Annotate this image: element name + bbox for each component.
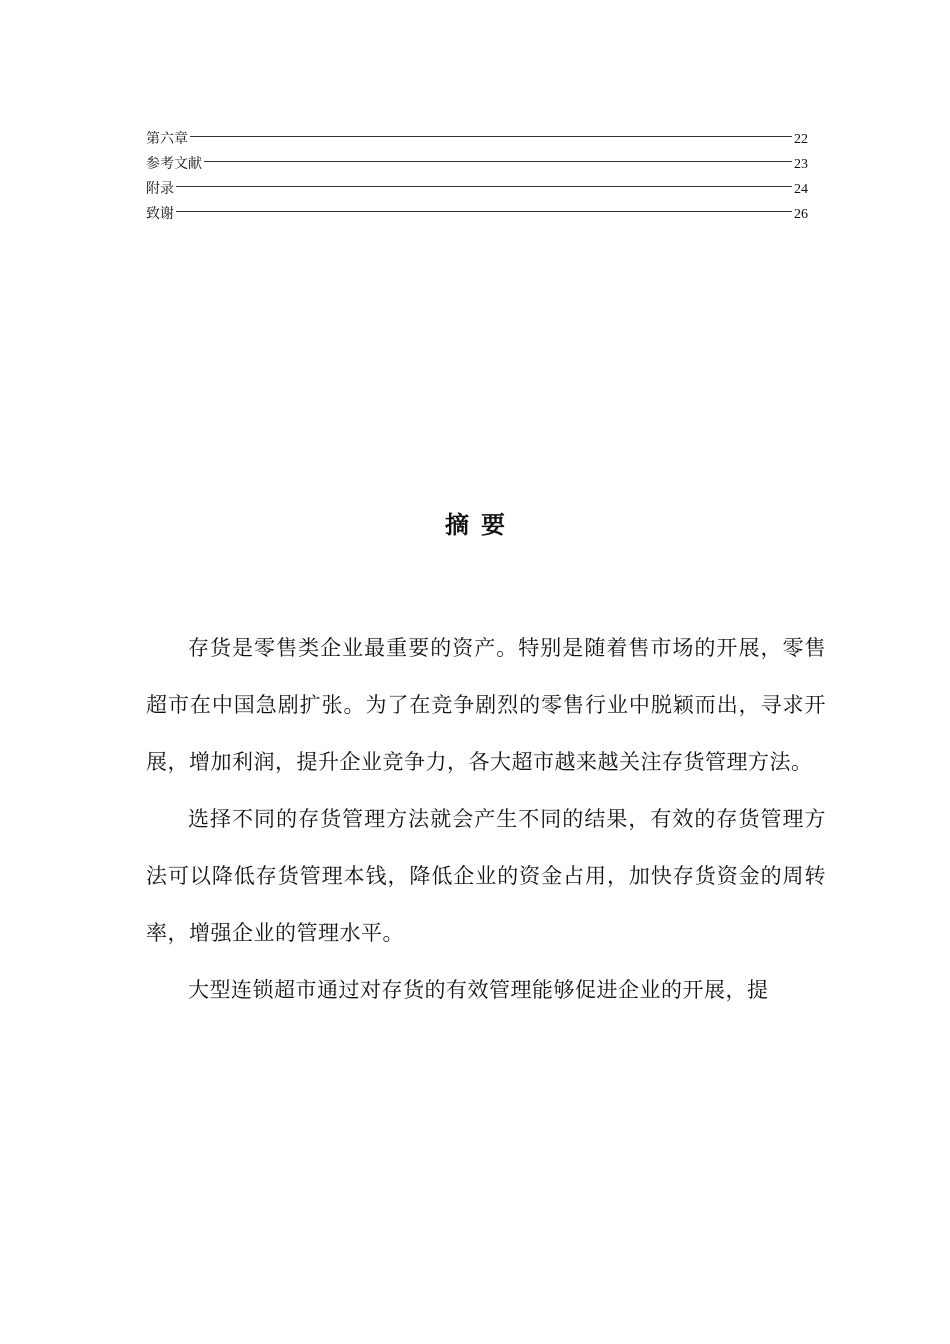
abstract-body bbox=[146, 620, 826, 1019]
toc-entry-title: 附录 bbox=[146, 181, 174, 197]
table-of-contents bbox=[146, 127, 808, 227]
toc-entry-title: 参考文献 bbox=[146, 156, 202, 172]
abstract-heading: 摘要 bbox=[445, 511, 517, 539]
toc-entry-title: 第六章 bbox=[146, 131, 188, 147]
abstract-paragraph-1: 存货是零售类企业最重要的资产。特别是随着售市场的开展，零售超市在中国急剧扩张。为了在竞争剧烈的零售行业中脱颖而出，寻求开展，增加利润，提升企业竞争力，各大超市越来越关注存货管理方法。 bbox=[146, 636, 826, 774]
toc-entry-page: 22 bbox=[794, 132, 808, 147]
toc-leader-line bbox=[204, 161, 792, 162]
toc-entry-acknowledgements[interactable] bbox=[146, 202, 808, 227]
toc-entry-appendix[interactable] bbox=[146, 177, 808, 202]
toc-entry-references[interactable] bbox=[146, 152, 808, 177]
toc-entry-title: 致谢 bbox=[146, 206, 174, 222]
toc-leader-line bbox=[176, 211, 792, 212]
toc-entry-page: 24 bbox=[794, 182, 808, 197]
abstract-paragraph-2: 选择不同的存货管理方法就会产生不同的结果，有效的存货管理方法可以降低存货管理本钱，降低企业的资金占用，加快存货资金的周转率，增强企业的管理水平。 bbox=[146, 807, 826, 945]
toc-entry-page: 23 bbox=[794, 157, 808, 172]
abstract-paragraph-3: 大型连锁超市通过对存货的有效管理能够促进企业的开展，提 bbox=[188, 978, 769, 1002]
toc-leader-line bbox=[176, 186, 792, 187]
toc-leader-line bbox=[190, 136, 792, 137]
toc-entry-page: 26 bbox=[794, 207, 808, 222]
toc-entry-chapter-6[interactable] bbox=[146, 127, 808, 152]
